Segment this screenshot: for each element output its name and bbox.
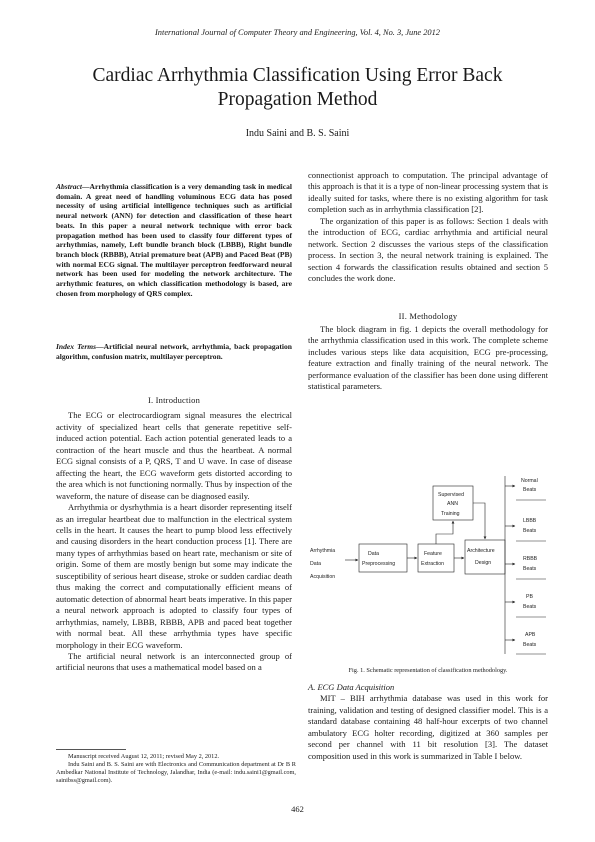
title-line-2: Propagation Method bbox=[217, 89, 378, 110]
intro-paragraph-3: The artificial neural network is an interconnected group of artificial neurons that uses a mathematical model based on a bbox=[56, 650, 292, 673]
fig-box-feature-label-2: Extraction bbox=[421, 561, 445, 567]
fig-output-rbbb-label-2: Beats bbox=[523, 566, 537, 572]
fig-box-feature-extraction bbox=[418, 544, 454, 572]
fig-box-architecture-label-2: Design bbox=[475, 560, 492, 566]
fig-arrow-training-to-architecture bbox=[473, 503, 485, 539]
section-heading-introduction: I. Introduction bbox=[147, 395, 201, 405]
fig-box-preprocessing-label-2: Preprocessing bbox=[362, 561, 396, 567]
fig-output-lbbb bbox=[505, 518, 546, 541]
figure-1-block-diagram bbox=[308, 472, 548, 660]
abstract-label: Abstract bbox=[56, 182, 82, 191]
fig-box-supervised-label-1: Supervised bbox=[438, 492, 464, 498]
fig-output-lbbb-label-2: Beats bbox=[523, 528, 537, 534]
fig-output-lbbb-label-1: LBBB bbox=[523, 518, 537, 524]
fig-box-architecture-label-1: Architecture bbox=[467, 548, 495, 554]
acquisition-paragraph-1: MIT – BIH arrhythmia database was used in this work for training, validation and testing of designed classifier model. This is a standard database containing 48 half-hour excerpts of two channel ambulatory ECG holter recording, digitized at 360 samples per second per channel with 11 bit resolution [3]. The dataset composition used in this work is summarized in Table I below. bbox=[308, 693, 548, 761]
abstract bbox=[56, 182, 292, 298]
fig-box-supervised-label-3: Training bbox=[441, 511, 460, 517]
fig-box-architecture bbox=[465, 540, 505, 574]
intro-paragraph-1: The ECG or electrocardiogram signal measures the electrical activity of specialized heart cells that generate repetitive self-induced action potential. Each action potential generated leads to a contraction of the heart muscle and thus the heartbeat. A normal ECG signal consists of a P, QRS, T and U wave. In case of disease affecting the heart, the ECG waveform gets distorted according to the area which is not functioning normally. Thus by inspection of the waveform, the nature of disease can be diagnosed easily. bbox=[56, 410, 292, 501]
right-paragraph-1: connectionist approach to computation. The principal advantage of this approach is that it is a type of non-linear processing system that is ideally suited for tasks, where there is no existing algorithm for task completion such as in arrhythmia classification [2]. bbox=[308, 170, 548, 215]
subsection-heading-ecg-data-acquisition: A. ECG Data Acquisition bbox=[308, 682, 395, 692]
fig-output-apb-label-2: Beats bbox=[523, 642, 537, 648]
fig-output-rbbb-label-1: RBBB bbox=[523, 556, 538, 562]
fig-output-pb-label-2: Beats bbox=[523, 604, 537, 610]
fig-input-label-1: Arrhythmia bbox=[310, 548, 336, 554]
fig-output-apb-label-1: APB bbox=[525, 632, 536, 638]
footnote-received: Manuscript received August 12, 2011; revised May 2, 2012. bbox=[68, 753, 220, 760]
fig-arrow-feature-to-training bbox=[436, 521, 453, 544]
footnote bbox=[56, 753, 296, 785]
fig-output-pb bbox=[505, 594, 546, 617]
fig-input-label-3: Acquisition bbox=[310, 574, 336, 580]
right-paragraph-2: The organization of this paper is as follows: Section 1 deals with the introduction of ECG, cardiac arrhythmia and artificial neural network. Section 2 discusses the various steps of the classification process. In section 3, the neural network training is explained. The section 4 forwards the classification results obtained and section 5 concludes the work done. bbox=[308, 215, 548, 284]
index-terms-label: Index Terms bbox=[56, 342, 97, 351]
paper-title bbox=[40, 64, 555, 112]
fig-box-preprocessing bbox=[359, 544, 407, 572]
left-column-body bbox=[56, 395, 292, 674]
page-number: 462 bbox=[291, 804, 304, 814]
fig-output-normal-label-1: Normal bbox=[521, 478, 538, 484]
right-column-lower bbox=[308, 682, 548, 762]
intro-paragraph-2: Arrhythmia or dysrhythmia is a heart disorder representing itself as an irregular heartbeat due to malfunction in the electrical system cells in the heart. It causes the heart to pump blood less effectively and causing disorders in the heart conduction process [1]. There are many types of arrhythmias based on heart rate, mechanism or site of origin. Some of them are mostly benign but some may indicate the susceptibility of serious heart disease, stroke or sudden cardiac death thus making the correct and computationally efficient means of automatic detection of abnormal heart beats imperative. In this paper a neural network approach is adopted to classify four types of arrhythmias, namely, LBBB, RBBB, APB and paced beat together with normal beat. All these arrhythmia types have specific morphology in their ECG waveform. bbox=[56, 502, 292, 650]
index-terms-text: —Artificial neural network, arrhythmia, back propagation algorithm, confusion matrix, multilayer perceptron. bbox=[56, 342, 292, 361]
fig-box-supervised-label-2: ANN bbox=[447, 501, 458, 507]
fig-output-apb bbox=[505, 632, 546, 654]
title-line-1: Cardiac Arrhythmia Classification Using Error Back bbox=[92, 65, 503, 86]
right-column-body bbox=[308, 170, 548, 393]
running-head: International Journal of Computer Theory and Engineering, Vol. 4, No. 3, June 2012 bbox=[155, 28, 440, 37]
methodology-paragraph-1: The block diagram in fig. 1 depicts the overall methodology for the arrhythmia classification used in this work. The complete scheme includes various steps like data acquisition, ECG pre-processing, feature extraction and finally training of the neural network. The performance evaluation of the classifier has been done using different statistical parameters. bbox=[308, 323, 548, 392]
footnote-affiliation: Indu Saini and B. S. Saini are with Electronics and Communication department at Dr B R Ambedkar National Institute of Technology, Jalandhar, India (e-mail: indu.saini1@gmail.com, sainibss@gmail.com). bbox=[56, 761, 296, 785]
fig-output-pb-label-1: PB bbox=[526, 594, 533, 600]
fig-output-rbbb bbox=[505, 556, 546, 579]
fig-input-label-2: Data bbox=[310, 561, 321, 567]
footnote-rule bbox=[56, 749, 126, 750]
abstract-text: —Arrhythmia classification is a very demanding task in medical domain. A great need of handling voluminous ECG data has posed necessity of using artificial intelligence techniques such as artificial neural network (ANN) for detection and classification of these heart beats. In this paper a neural network technique with error back propagation method has been used to classify four different types of arrhythmias, namely, Left bundle branch block (LBBB), Right bundle branch block (RBBB), Atrial premature beat (APB) and Paced Beat (PB) with normal ECG signal. The multilayer perceptron feedforward neural network has been used for modeling the network architecture. The arrhythmic features, on which classification methodology is based, are chosen from morphology of QRS complex. bbox=[56, 182, 292, 298]
fig-box-feature-label-1: Feature bbox=[424, 551, 442, 557]
section-heading-methodology: II. Methodology bbox=[398, 310, 458, 321]
fig-box-preprocessing-label-1: Data bbox=[368, 551, 379, 557]
authors: Indu Saini and B. S. Saini bbox=[245, 128, 350, 139]
index-terms bbox=[56, 342, 292, 361]
figure-1-caption: Fig. 1. Schematic representation of classification methodology. bbox=[348, 667, 508, 674]
fig-output-normal-label-2: Beats bbox=[523, 487, 537, 493]
fig-output-normal bbox=[505, 478, 546, 500]
